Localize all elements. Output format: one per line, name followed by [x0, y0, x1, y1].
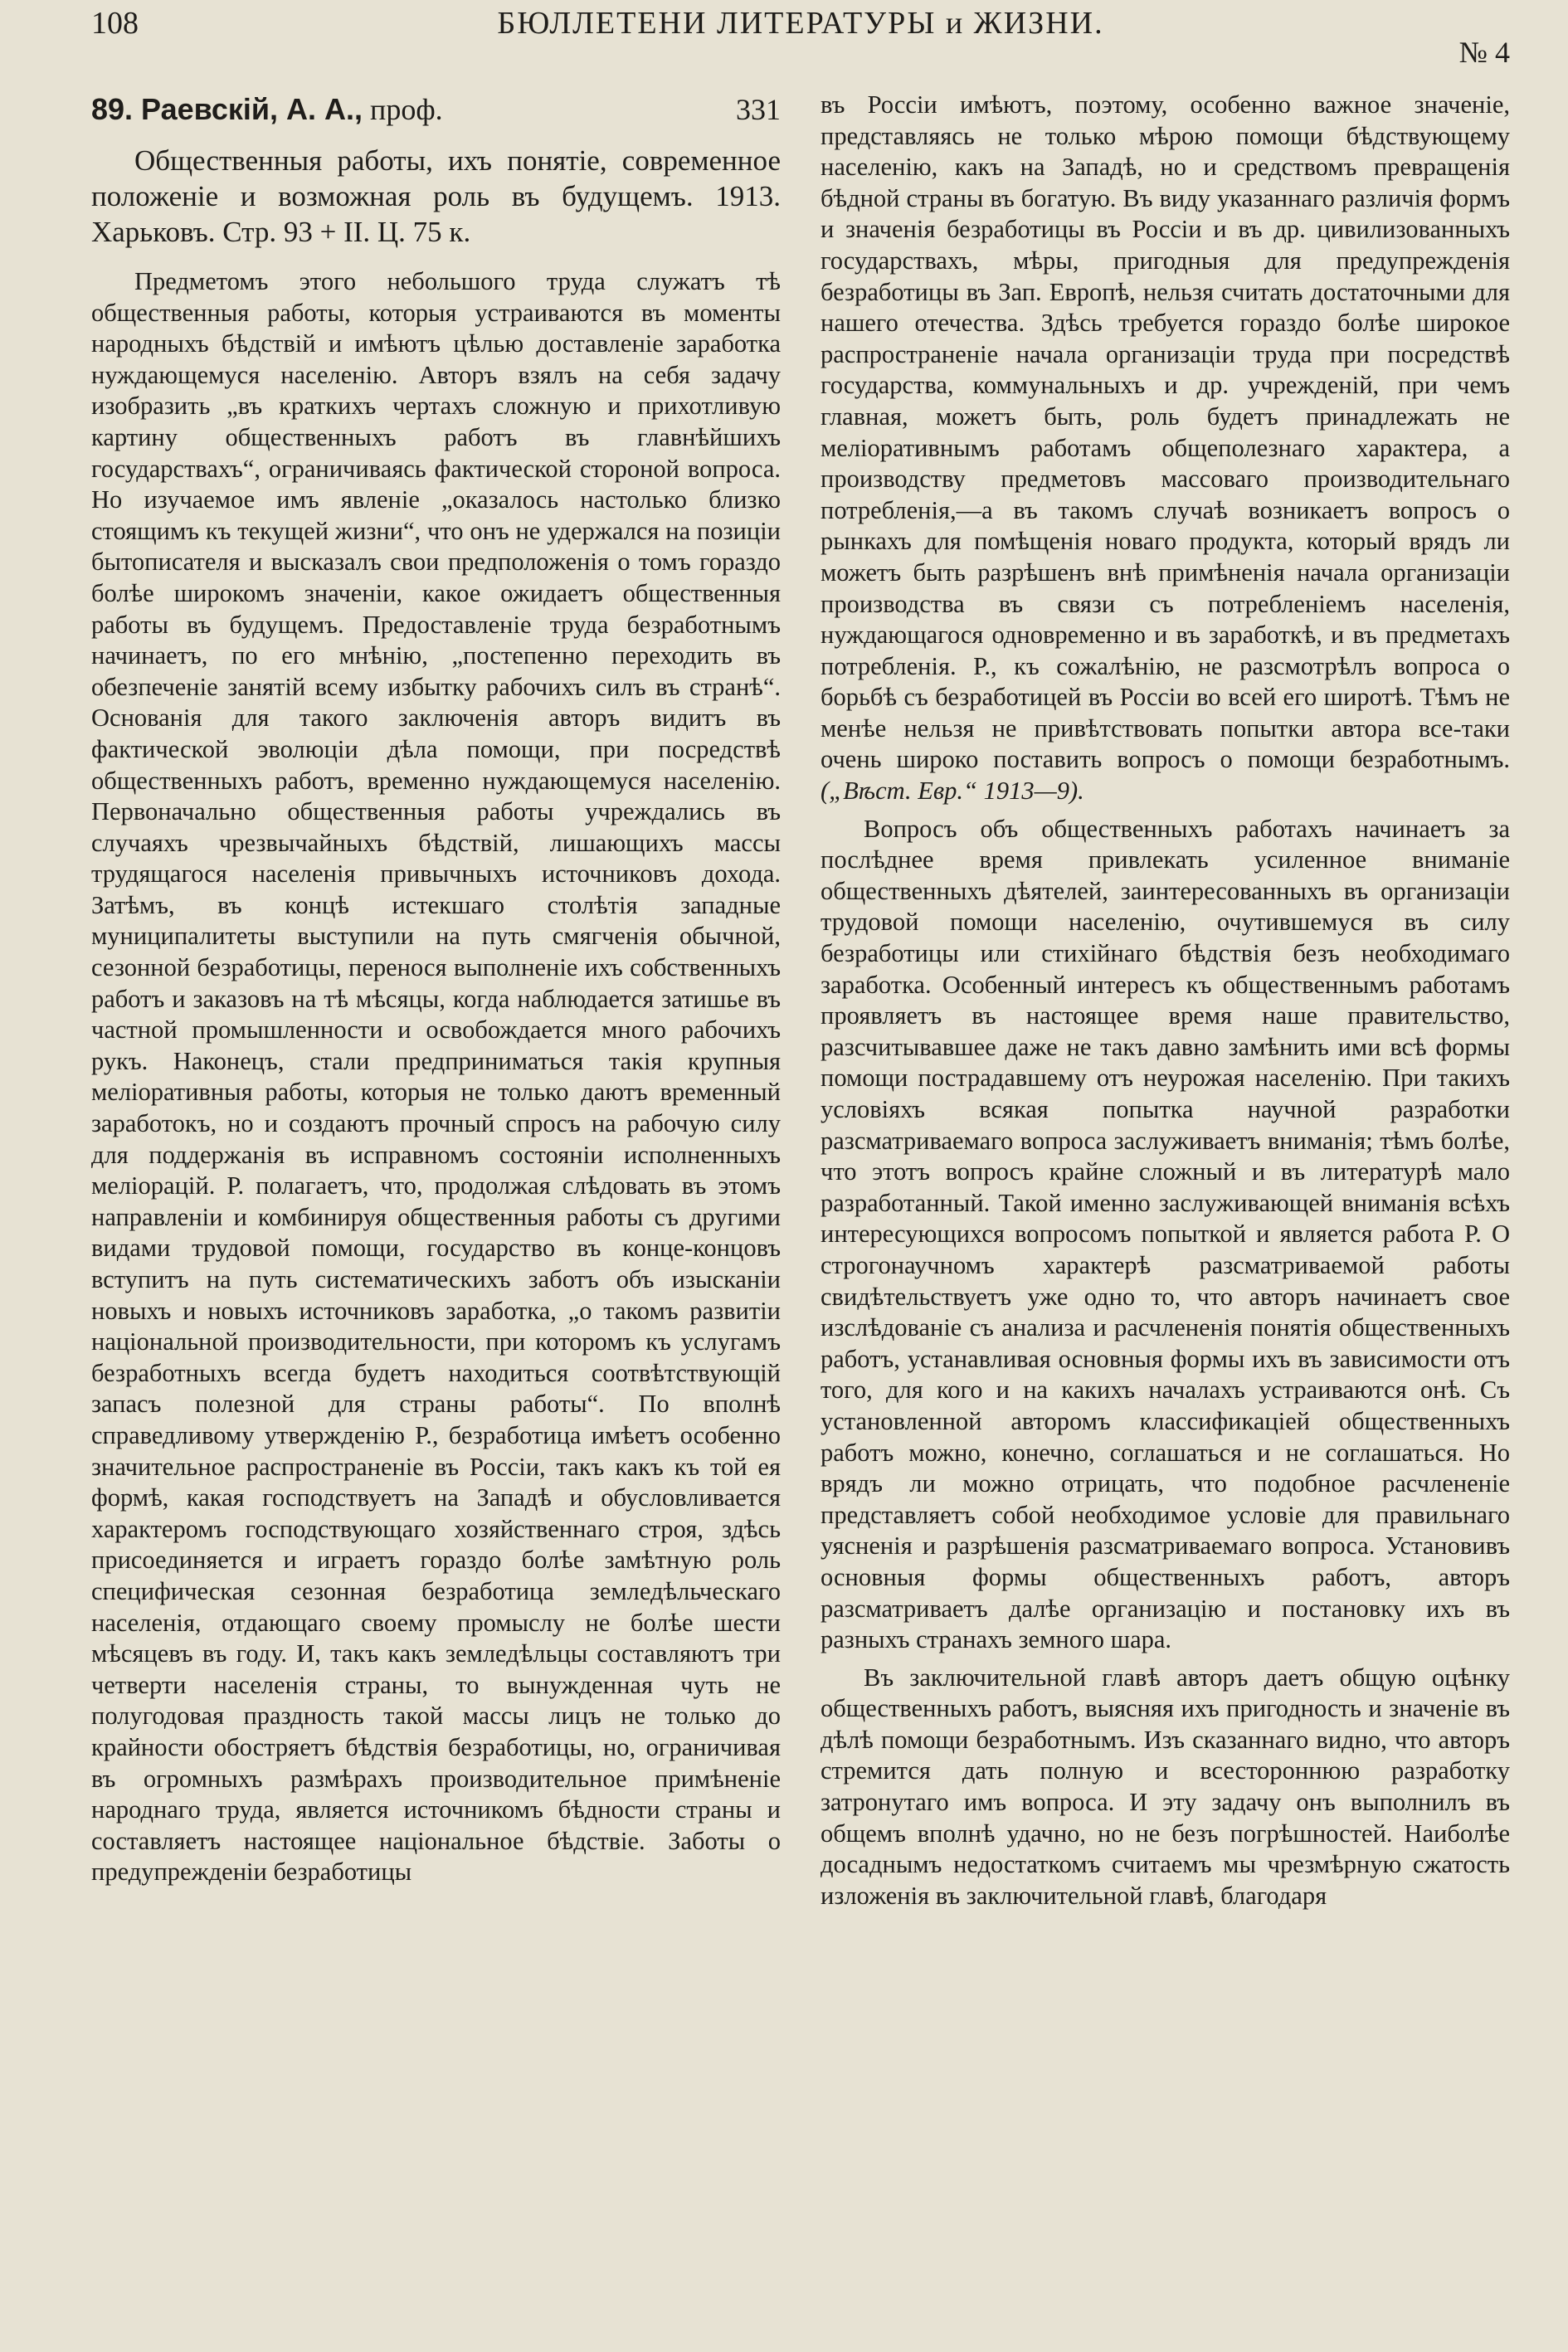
right-paragraph-3: Въ заключительной главѣ авторъ даетъ общую оцѣнку общественныхъ работъ, выясняя ихъ пригодность и значеніе въ дѣлѣ помощи безработнымъ. Изъ сказаннаго видно, что авторъ стремится дать полную и всестороннюю разработку затронутаго имъ вопроса. И эту задачу онъ выполнилъ въ общемъ вполнѣ удачно, но не безъ погрѣшностей. Наиболѣе досаднымъ недостаткомъ считаемъ мы чрезмѣрную сжатость изложенія въ заключительной главѣ, благодаря	[821, 1663, 1510, 1910]
running-head	[91, 5, 1510, 69]
source-citation: („Вѣст. Евр.“ 1913—9).	[821, 777, 1084, 806]
entry-classification-code: 331	[736, 93, 781, 126]
page-number: 108	[91, 6, 139, 41]
entry-author-role: проф.	[363, 93, 443, 126]
entry-heading	[91, 90, 781, 129]
entry-author	[91, 90, 443, 129]
issue-number: № 4	[1458, 36, 1510, 69]
text-columns	[91, 90, 1510, 2319]
entry-number-author: 89. Раевскій, А. А.,	[91, 92, 363, 126]
right-paragraph-1	[821, 90, 1510, 807]
right-paragraph-2: Вопросъ объ общественныхъ работахъ начинаетъ за послѣднее время привлекать усиленное вниманіе общественныхъ дѣятелей, заинтересованныхъ въ организаціи трудовой помощи населенію, очутившемуся въ силу безработицы или стихійнаго бѣдствія безъ необходимаго заработка. Особенный интересъ къ общественнымъ работамъ проявляетъ въ настоящее время наше правительство, разсчитывавшее даже не такъ давно замѣнить ими всѣ формы помощи пострадавшему отъ неурожая населенію. При такихъ условіяхъ всякая попытка научной разработки разсматриваемаго вопроса заслуживаетъ вниманія; тѣмъ болѣе, что этотъ вопросъ крайне сложный и въ литературѣ мало разработанный. Такой именно заслуживающей вниманія всѣхъ интересующихся вопросомъ попыткой и является работа Р. О строгонаучномъ характерѣ разсматриваемой работы свидѣтельствуетъ уже одно то, что авторъ начинаетъ свое изслѣдованіе съ анализа и расчлененія понятія общественныхъ работъ, устанавливая основныя формы ихъ въ зависимости отъ того, для кого и на какихъ началахъ устраиваются онѣ. Съ установленной авторомъ классификаціей общественныхъ работъ можно, конечно, соглашаться и не соглашаться. Но врядъ ли можно отрицать, что подобное расчлененіе представляетъ собой необходимое условіе для правильнаго уясненія и разрѣшенія разсматриваемаго вопроса. Установивъ основныя формы общественныхъ работъ, авторъ разсматриваетъ далѣе организацію и постановку ихъ въ разныхъ странахъ земного шара.	[821, 814, 1510, 1654]
entry-title: Общественныя работы, ихъ понятіе, современное положеніе и возможная роль въ будущемъ. 1913. Харьковъ. Стр. 93 + II. Ц. 75 к.	[91, 144, 781, 248]
journal-title: БЮЛЛЕТЕНИ ЛИТЕРАТУРЫ и ЖИЗНИ.	[497, 6, 1104, 41]
left-column	[91, 90, 781, 2319]
right-column	[821, 90, 1510, 2319]
left-paragraph-1: Предметомъ этого небольшого труда служатъ тѣ общественныя работы, которыя устраиваются въ моменты народныхъ бѣдствій и имѣютъ цѣлью доставленіе заработка нуждающемуся населенію. Авторъ взялъ на себя задачу изобразить „въ краткихъ чертахъ сложную и прихотливую картину общественныхъ работъ въ главнѣйшихъ государствахъ“, ограничиваясь фактической стороной вопроса. Но изучаемое имъ явленіе „оказалось настолько близко стоящимъ къ текущей жизни“, что онъ не удержался на позиціи бытописателя и высказалъ свои предположенія о томъ гораздо болѣе широкомъ значеніи, какое ожидаетъ общественныя работы въ будущемъ. Предоставленіе труда безработнымъ начинаетъ, по его мнѣнію, „постепенно переходить въ обезпеченіе занятій всему избытку рабочихъ силъ въ странѣ“. Основанія для такого заключенія авторъ видитъ въ фактической эволюціи дѣла помощи, при посредствѣ общественныхъ работъ, временно нуждающемуся населенію. Первоначально общественныя работы учреждались въ случаяхъ чрезвычайныхъ бѣдствій, лишающихъ массы трудящагося населенія привычныхъ источниковъ дохода. Затѣмъ, въ концѣ истекшаго столѣтія западные муниципалитеты выступили на путь смягченія обычной, сезонной безработицы, перенося выполненіе ихъ собственныхъ работъ и заказовъ на тѣ мѣсяцы, когда наблюдается затишье въ частной промышленности и освобождается много рабочихъ рукъ. Наконецъ, стали предприниматься такія крупныя меліоративныя работы, которыя не только даютъ временный заработокъ, но и создаютъ прочный спросъ на рабочую силу для поддержанія въ исправномъ состояніи исполненныхъ меліорацій. Р. полагаетъ, что, продолжая слѣдовать въ этомъ направленіи и комбинируя общественныя работы съ другими видами трудовой помощи, государство въ конце-концовъ вступитъ на путь систематическихъ заботъ объ изысканіи новыхъ и новыхъ источниковъ заработка, „о такомъ развитіи національной производительности, при которомъ къ услугамъ безработныхъ всегда будетъ находиться соотвѣтствующій запасъ полезной для страны работы“. По вполнѣ справедливому утвержденію Р., безработица имѣетъ особенно значительное распространеніе въ Россіи, такъ какъ къ той ея формѣ, какая господствуетъ на Западѣ и обусловливается характеромъ господствующаго хозяйственнаго строя, здѣсь присоединяется и играетъ гораздо болѣе замѣтную роль специфическая сезонная безработица земледѣльческаго населенія, отдающаго своему промыслу не болѣе шести мѣсяцевъ въ году. И, такъ какъ земледѣльцы составляютъ три четверти населенія страны, то вынужденная чуть не полугодовая праздность такой массы лицъ не только до крайности обостряетъ бѣдствія безработицы, но, ограничивая въ огромныхъ размѣрахъ производительное примѣненіе народнаго труда, является источникомъ бѣдности страны и составляетъ настоящее національное бѣдствіе. Заботы о предупрежденіи безработицы	[91, 267, 781, 1887]
right-paragraph-1-text: въ Россіи имѣютъ, поэтому, особенно важное значеніе, представляясь не только мѣрою помощи бѣдствующему населенію, какъ на Западѣ, но и средствомъ превращенія бѣдной страны въ богатую. Въ виду указаннаго различія формъ и значенія безработицы въ Россіи и въ др. цивилизованныхъ государствахъ, мѣры, пригодныя для предупрежденія безработицы въ Зап. Европѣ, нельзя считать достаточными для нашего отечества. Здѣсь требуется гораздо болѣе широкое распространеніе начала организаціи труда при посредствѣ государства, коммунальныхъ и др. учрежденій, при чемъ главная, можетъ быть, роль будетъ принадлежать не меліоративнымъ работамъ общеполезнаго характера, а производству предметовъ массоваго производительнаго потребленія,—а въ такомъ случаѣ возникаетъ вопросъ о рынкахъ для помѣщенія новаго продукта, который врядъ ли можетъ быть разрѣшенъ внѣ примѣненія начала организаціи производства въ связи съ потребленіемъ населенія, нуждающагося одновременно и въ заработкѣ, и въ предметахъ потребленія. Р., къ сожалѣнію, не разсмотрѣлъ вопроса о борьбѣ съ безработицей въ Россіи во всей его широтѣ. Тѣмъ не менѣе нельзя не привѣтствовать попытки автора все-таки очень широко поставить вопросъ о помощи безработнымъ.	[821, 90, 1510, 774]
